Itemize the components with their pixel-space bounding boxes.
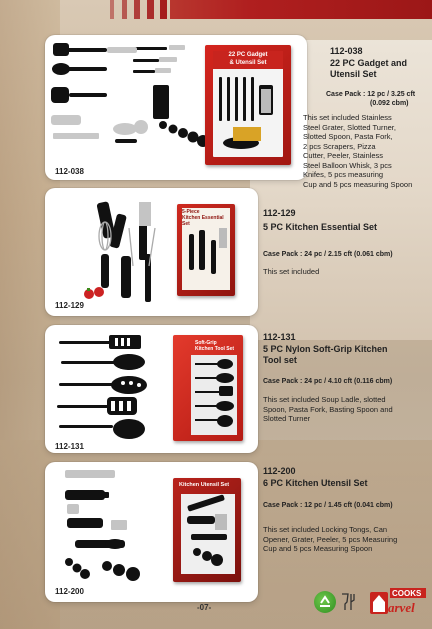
product-title: 6 PC Kitchen Utensil Set	[263, 478, 368, 488]
box-label-112-200: Kitchen Utensil Set	[179, 482, 230, 488]
food-safe-icon	[340, 592, 358, 612]
product-code: 112-131	[263, 332, 296, 342]
box-label-112-131: Soft-Grip Kitchen Tool Set	[195, 340, 235, 352]
case-pack: Case Pack : 24 pc / 2.15 cft (0.061 cbm)	[263, 251, 393, 258]
product-image-panel-112-131	[45, 325, 258, 453]
logo-top-text: COOKS	[392, 589, 422, 598]
product-description: This set included Locking Tongs, Can Opener, Grater, Peeler, 5 pcs Measuring Cup and 5 pcs Measuring Spoon	[263, 525, 398, 553]
product-box-112-129	[177, 204, 235, 296]
image-code-label: 112-129	[55, 301, 84, 310]
product-image-panel-112-038	[45, 35, 307, 180]
brand-logo	[370, 586, 426, 616]
product-box-112-038	[205, 45, 291, 165]
recycle-icon	[314, 591, 336, 613]
product-code: 112-200	[263, 466, 296, 476]
product-title: 5 PC Kitchen Essential Set	[263, 222, 378, 232]
box-label-112-038: 22 PC Gadget & Utensil Set	[213, 51, 283, 69]
image-code-label: 112-200	[55, 587, 84, 596]
product-box-112-131	[173, 335, 243, 441]
product-title: 5 PC Nylon Soft-Grip Kitchen Tool set	[263, 344, 388, 365]
product-image-panel-112-129	[45, 188, 258, 316]
product-description: This set included Soup Ladle, slotted Spoon, Pasta Fork, Basting Spoon and Slotted Turner	[263, 395, 393, 423]
logo-bottom-text: arvel	[388, 600, 415, 615]
product-code: 112-038	[330, 46, 363, 56]
case-pack: Case Pack : 12 pc / 1.45 cft (0.041 cbm)	[263, 502, 393, 509]
case-pack: Case Pack : 24 pc / 4.10 cft (0.116 cbm)	[263, 378, 393, 385]
box-label-112-129: 5-Piece Kitchen Essential Set	[182, 209, 224, 227]
product-box-112-200	[173, 478, 241, 582]
product-description: This set included	[263, 267, 320, 276]
image-code-label: 112-131	[55, 442, 84, 451]
image-code-label: 112-038	[55, 167, 84, 176]
product-description: This set included Stainless Steel Grater, Slotted Turner, Slotted Spoon, Pasta Fork, 2 pcs Scrapers, Pizza Cutter, Peeler, Stainless Steel Balloon Whisk, 3 pcs Knifes, 5 pcs measuring Cup and 5 pcs measuring Spoon	[303, 113, 413, 189]
product-title: 22 PC Gadget and Utensil Set	[330, 58, 408, 79]
page-number: -07-	[197, 603, 212, 612]
case-pack: Case Pack : 12 pc / 3.25 cft (0.092 cbm)	[326, 91, 416, 107]
header-bar	[170, 0, 432, 19]
product-image-panel-112-200	[45, 462, 258, 602]
product-code: 112-129	[263, 208, 296, 218]
